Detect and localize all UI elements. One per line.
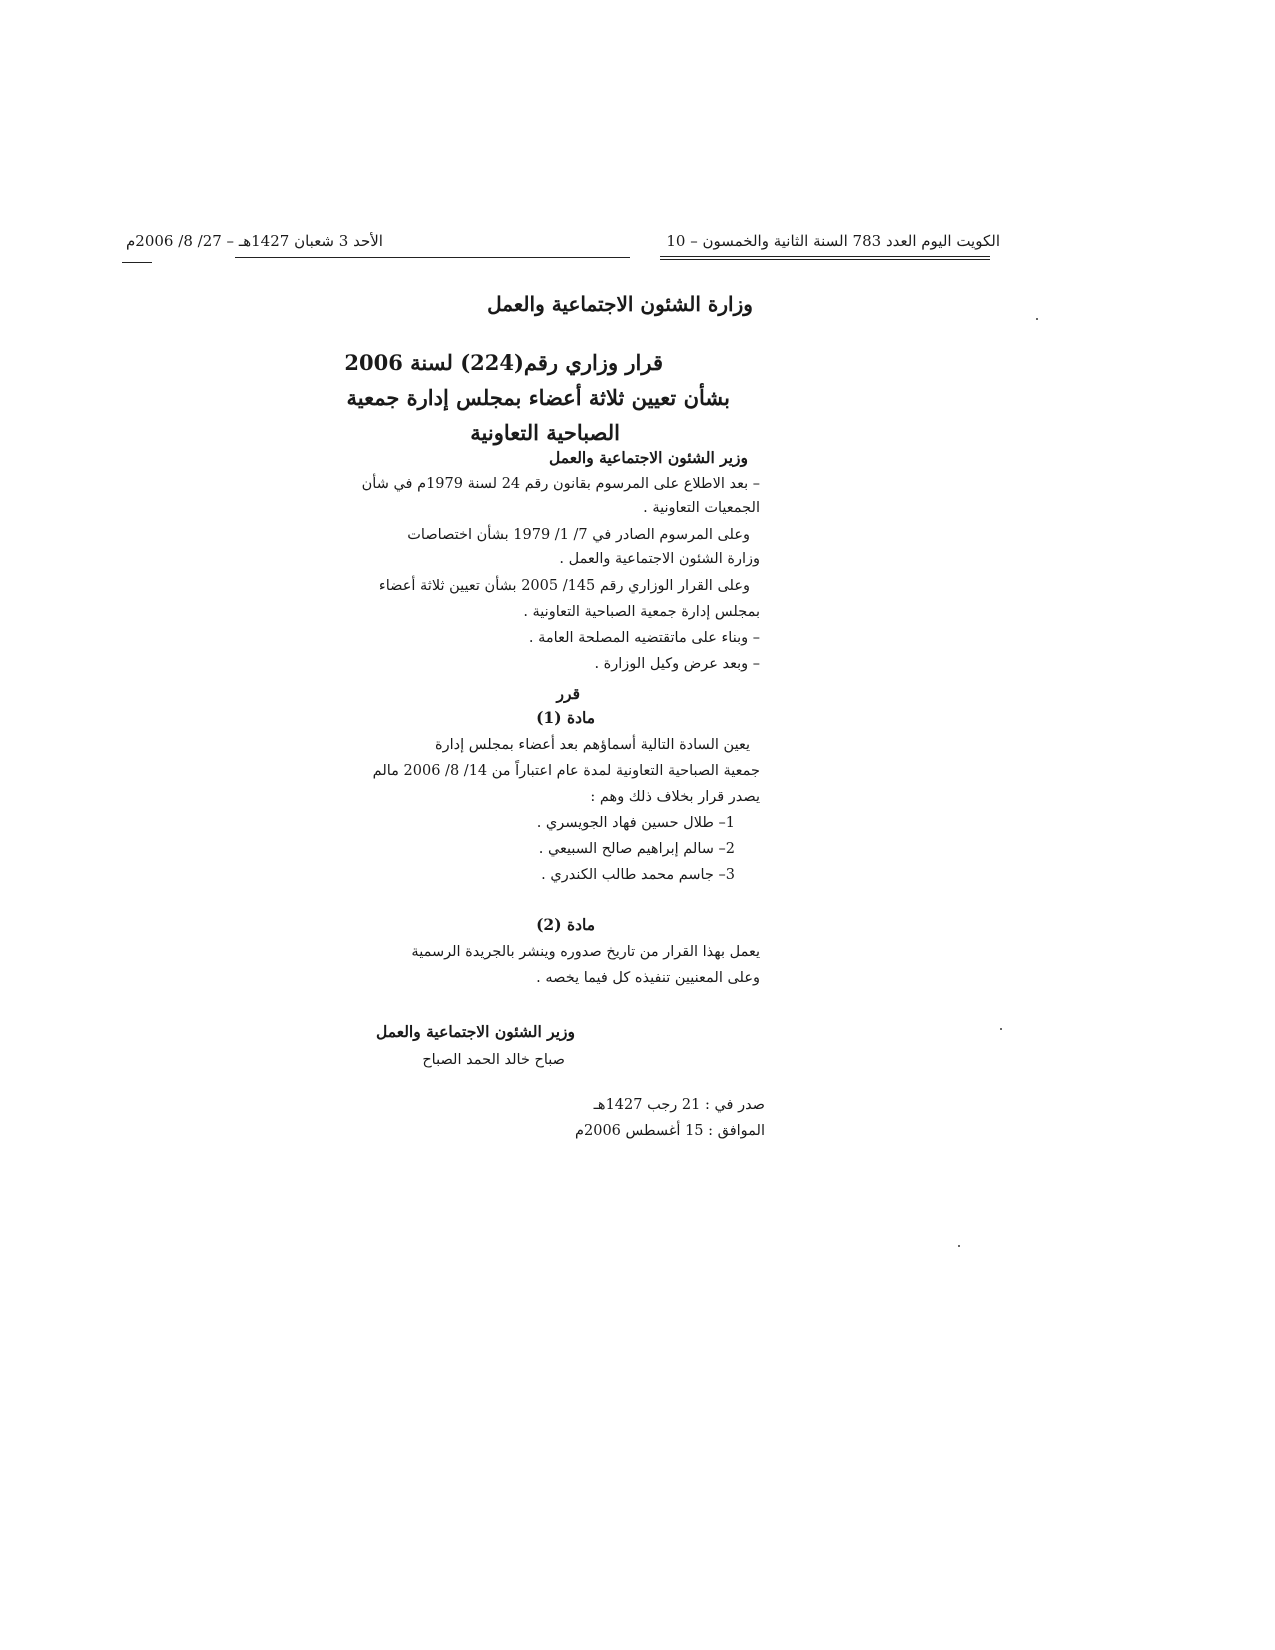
ministry-heading: وزارة الشئون الاجتماعية والعمل	[487, 292, 753, 316]
article1-heading: مادة (1)	[536, 708, 595, 727]
article2-heading: مادة (2)	[536, 915, 595, 934]
signature-name: صباح خالد الحمد الصباح	[422, 1052, 565, 1068]
article2-line1: يعمل بهذا القرار من تاريخ صدوره وينشر بالجريدة الرسمية	[411, 944, 760, 960]
issued-gregorian: الموافق : 15 أغسطس 2006م	[575, 1123, 765, 1139]
scan-speck	[1036, 318, 1038, 320]
article1-line1: يعين السادة التالية أسماؤهم بعد أعضاء بمجلس إدارة	[435, 737, 750, 753]
preamble-p2-line2: وزارة الشئون الاجتماعية والعمل .	[559, 551, 760, 567]
header-rule-right-lower	[660, 259, 990, 260]
decree-title-line1: قرار وزاري رقم(224) لسنة 2006	[344, 350, 663, 375]
member-item: 1– طلال حسين فهاد الجويسري .	[536, 815, 735, 831]
preamble-p3-line1: وعلى القرار الوزاري رقم 145/ 2005 بشأن تعيين ثلاثة أعضاء	[378, 578, 750, 594]
header-date: الأحد 3 شعبان 1427هـ – 27/ 8/ 2006م	[126, 232, 383, 250]
header-rule-center	[235, 257, 630, 258]
decree-title-line3: الصباحية التعاونية	[470, 420, 620, 445]
issued-hijri: صدر في : 21 رجب 1427هـ	[593, 1097, 765, 1113]
preamble-p1-line1: – بعد الاطلاع على المرسوم بقانون رقم 24 لسنة 1979م في شأن	[361, 476, 760, 492]
scan-speck	[1000, 1028, 1002, 1030]
preamble-p4: – وبناء على ماتقتضيه المصلحة العامة .	[528, 630, 760, 646]
preamble-minister: وزير الشئون الاجتماعية والعمل	[549, 448, 748, 467]
member-item: 3– جاسم محمد طالب الكندري .	[541, 867, 735, 883]
article1-line3: يصدر قرار بخلاف ذلك وهم :	[590, 789, 760, 805]
preamble-p2-line1: وعلى المرسوم الصادر في 7/ 1/ 1979 بشأن اختصاصات	[407, 527, 750, 543]
header-rule-right	[660, 256, 990, 257]
preamble-p5: – وبعد عرض وكيل الوزارة .	[594, 656, 760, 672]
article1-line2: جمعية الصباحية التعاونية لمدة عام اعتباراً من 14/ 8/ 2006 مالم	[372, 763, 760, 779]
header-issue-info: الكويت اليوم العدد 783 السنة الثانية والخمسون – 10	[666, 232, 1000, 250]
preamble-p1-line2: الجمعيات التعاونية .	[643, 500, 760, 516]
signature-title: وزير الشئون الاجتماعية والعمل	[376, 1022, 575, 1041]
member-item: 2– سالم إبراهيم صالح السبيعي .	[538, 841, 735, 857]
scan-speck	[958, 1245, 960, 1247]
decided-heading: قرر	[556, 684, 580, 703]
header-rule-left	[122, 262, 152, 263]
decree-title-line2: بشأن تعيين ثلاثة أعضاء بمجلس إدارة جمعية	[346, 385, 730, 410]
article2-line2: وعلى المعنيين تنفيذه كل فيما يخصه .	[536, 970, 760, 986]
preamble-p3-line2: بمجلس إدارة جمعية الصباحية التعاونية .	[523, 604, 760, 620]
